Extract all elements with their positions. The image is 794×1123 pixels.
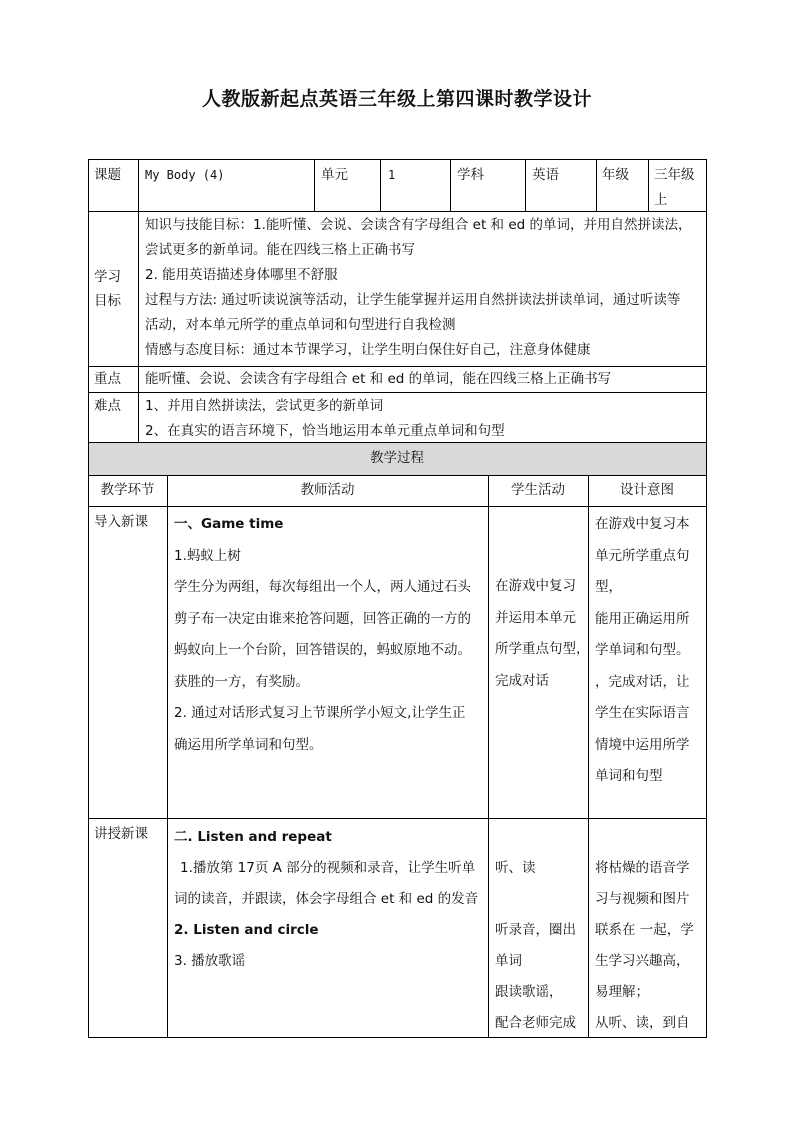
objectives-line: 2. 能用英语描述身体哪里不舒服: [145, 267, 338, 283]
table-border: [380, 159, 381, 212]
key-points-text: 能听懂、会说、会读含有字母组合 et 和 ed 的单词，能在四线三格上正确书写: [145, 371, 612, 387]
table-border: [588, 475, 589, 1038]
intent-line: 习与视频和图片: [595, 891, 690, 907]
teacher-line: 一、Game time: [174, 516, 284, 532]
student-line: 听、读: [495, 860, 536, 876]
subject-label: 学科: [457, 167, 484, 183]
section-student: [495, 853, 576, 1039]
section-stage: 讲授新课: [94, 826, 148, 842]
column-header-student: 学生活动: [511, 482, 565, 498]
intent-line: 单元所学重点句: [595, 547, 690, 564]
teacher-line: 2. Listen and circle: [174, 922, 319, 938]
teacher-line: 1.蚂蚁上树: [174, 547, 241, 564]
student-line: 所学重点句型，: [495, 641, 590, 657]
student-line: 在游戏中复习: [495, 578, 576, 594]
section-teacher: [174, 822, 478, 977]
section-stage: 导入新课: [94, 514, 148, 530]
intent-line: 联系在 一起，学: [595, 922, 694, 938]
difficulties-label: 难点: [94, 398, 121, 414]
intent-line: ，完成对话，让: [595, 673, 690, 690]
column-header-intent: 设计意图: [620, 482, 674, 498]
process-header: 教学过程: [370, 450, 424, 466]
objectives-line: 过程与方法: 通过听读说演等活动，让学生能掌握并运用自然拼读法拼读单词，通过听读等: [145, 292, 681, 308]
intent-line: 能用正确运用所: [595, 610, 690, 627]
unit-label: 单元: [321, 167, 348, 183]
intent-line: 将枯燥的语音学: [595, 860, 690, 876]
teacher-line: 2. 通过对话形式复习上节课所学小短文,让学生正: [174, 705, 466, 721]
grade-value: 三年级上: [654, 167, 695, 208]
student-line: 跟读歌谣，: [495, 984, 563, 1000]
intent-line: 生学习兴趣高，: [595, 953, 690, 969]
table-border: [706, 159, 707, 1038]
topic-label: 课题: [94, 167, 121, 183]
table-border: [648, 159, 649, 212]
section-intent: [595, 853, 694, 1039]
objectives-line: 知识与技能目标：1.能听懂、会说、会读含有字母组合 et 和 ed 的单词，并用自然拼读法，: [145, 217, 692, 233]
teacher-line: 1.播放第 17页 A 部分的视频和录音，让学生听单: [180, 860, 476, 876]
table-border: [138, 159, 139, 442]
teacher-line: 剪子布一决定由谁来抢答问题，回答正确的一方的: [174, 610, 471, 627]
table-border: [88, 159, 89, 1038]
table-border: [88, 392, 707, 393]
intent-line: 学生在实际语言: [595, 705, 690, 721]
column-header-stage: 教学环节: [100, 482, 155, 498]
teacher-line: 学生分为两组，每次每组出一个人，两人通过石头: [174, 579, 471, 595]
intent-line: 从听、读，到自: [595, 1015, 690, 1031]
grade-label: 年级: [602, 167, 629, 183]
intent-line: 在游戏中复习本: [595, 516, 690, 532]
intent-line: 型，: [595, 579, 622, 595]
student-line: 配合老师完成: [495, 1015, 576, 1031]
student-line: 单词: [495, 953, 522, 969]
table-border: [88, 211, 707, 212]
student-line: 完成对话: [495, 672, 549, 689]
table-border: [314, 159, 315, 212]
intent-line: 情境中运用所学: [595, 736, 690, 753]
section-student: [495, 571, 590, 697]
table-border: [88, 506, 707, 507]
key-points-label: 重点: [94, 371, 121, 387]
student-line: [495, 884, 576, 915]
table-border: [450, 159, 451, 212]
teacher-line: 蚂蚁向上一个台阶，回答错误的，蚂蚁原地不动。: [174, 642, 471, 658]
column-header-teacher: 教师活动: [300, 482, 355, 498]
section-intent: [595, 509, 690, 793]
difficulties-line: 1、并用自然拼读法，尝试更多的新单词: [145, 398, 384, 414]
table-border: [596, 159, 597, 212]
objectives-label: 学习目标: [94, 269, 121, 309]
table-border: [488, 475, 489, 1038]
objectives-line: 情感与态度目标：通过本节课学习，让学生明白保住好自己，注意身体健康: [145, 342, 591, 358]
teacher-line: 二. Listen and repeat: [174, 829, 332, 845]
section-teacher: [174, 509, 471, 761]
objectives-line: 活动，对本单元所学的重点单词和句型进行自我检测: [145, 317, 456, 333]
topic-value: My Body (4): [145, 168, 225, 182]
difficulties-line: 2、在真实的语言环境下，恰当地运用本单元重点单词和句型: [145, 423, 505, 439]
intent-line: 单词和句型: [595, 768, 663, 784]
intent-line: 学单词和句型。: [595, 642, 690, 658]
teacher-line: 词的读音，并跟读，体会字母组合 et 和 ed 的发音: [174, 891, 479, 907]
teacher-line: 确运用所学单词和句型。: [174, 736, 323, 753]
teacher-line: 3. 播放歌谣: [174, 953, 246, 969]
unit-value: 1: [388, 168, 396, 182]
teacher-line: 获胜的一方，有奖励。: [174, 673, 309, 690]
student-line: 听录音，圈出: [495, 922, 576, 938]
student-line: 并运用本单元: [495, 609, 576, 626]
table-border: [525, 159, 526, 212]
table-border: [88, 818, 707, 819]
table-border: [88, 475, 707, 476]
page-title: 人教版新起点英语三年级上第四课时教学设计: [201, 88, 592, 110]
table-border: [88, 159, 707, 160]
intent-line: 易理解；: [595, 984, 649, 1000]
subject-value: 英语: [532, 167, 559, 183]
difficulties-text: [145, 394, 505, 444]
table-border: [167, 475, 168, 1038]
objectives-text: [145, 213, 692, 363]
objectives-line: 尝试更多的新单词。能在四线三格上正确书写: [145, 242, 415, 258]
